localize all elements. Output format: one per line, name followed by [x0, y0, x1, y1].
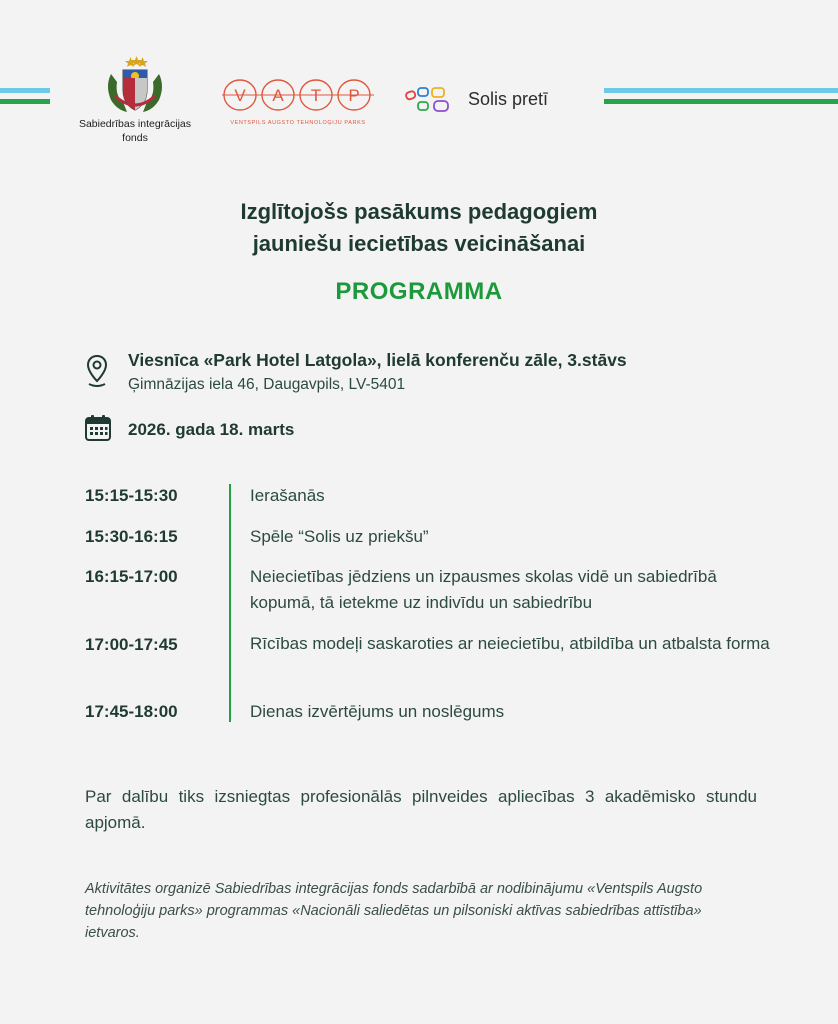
sif-caption-line1: Sabiedrības integrācijas	[78, 118, 192, 130]
schedule-time: 15:15-15:30	[85, 486, 178, 505]
certificate-note: Par dalību tiks izsniegtas profesionālās pilnveides apliecības 3 akadēmisko stundu apjomā.	[85, 787, 757, 832]
solis-logo-icon	[404, 84, 460, 114]
vatp-letters-graphic	[220, 78, 376, 112]
venue-name: Viesnīca «Park Hotel Latgola», lielā konferenču zāle, 3.stāvs	[128, 350, 627, 370]
schedule-description: Dienas izvērtējums un noslēgums	[250, 702, 505, 721]
vatp-subtitle: VENTSPILS AUGSTO TEHNOLOĢIJU PARKS	[230, 120, 366, 126]
vatp-logo	[220, 78, 376, 126]
sif-caption-line2: fonds	[122, 132, 148, 144]
right-stripe-green	[604, 99, 838, 104]
schedule-time: 17:45-18:00	[85, 702, 178, 721]
coat-of-arms-icon	[103, 56, 167, 116]
schedule-time: 15:30-16:15	[85, 527, 178, 546]
schedule-description: Rīcības modeļi saskaroties ar neiecietību, atbildība un atbalsta forma	[250, 634, 770, 653]
schedule-description: Spēle “Solis uz priekšu”	[250, 527, 429, 546]
vatp-letter-a: A	[272, 86, 284, 105]
left-stripe-green	[0, 99, 50, 104]
schedule-time: 17:00-17:45	[85, 635, 178, 654]
solis-preti-logo	[404, 84, 548, 114]
calendar-icon	[84, 414, 112, 442]
schedule-description: Neiecietības jēdziens un izpausmes skolas vidē un sabiedrībā kopumā, tā ietekme uz indivīdu un sabiedrību	[250, 567, 717, 612]
venue-address: Ģimnāzijas iela 46, Daugavpils, LV-5401	[128, 376, 406, 393]
event-title-line2: jauniešu iecietības veicināšanai	[252, 231, 586, 256]
vatp-letter-t: T	[310, 86, 322, 105]
schedule-divider	[229, 484, 231, 722]
event-date: 2026. gada 18. marts	[128, 420, 295, 439]
right-stripe-blue	[604, 88, 838, 93]
event-title-line1: Izglītojošs pasākums pedagogiem	[240, 199, 598, 224]
schedule-description: Ierašanās	[250, 486, 325, 505]
location-pin-icon	[86, 354, 108, 388]
event-title	[0, 196, 838, 260]
vatp-letter-v: V	[234, 86, 246, 105]
solis-logo-text: Solis pretī	[468, 88, 549, 109]
sif-logo	[74, 56, 196, 144]
vatp-letter-p: P	[348, 86, 360, 105]
schedule-time: 16:15-17:00	[85, 567, 178, 586]
left-stripe-blue	[0, 88, 50, 93]
program-heading: PROGRAMMA	[335, 278, 503, 305]
organizer-footer: Aktivitātes organizē Sabiedrības integrācijas fonds sadarbībā ar nodibinājumu «Ventspils Augsto tehnoloģiju parks» programmas «Nacionāli saliedētas un pilsoniski aktīvas sabiedrības attīstība» ietvaros.	[85, 881, 703, 941]
